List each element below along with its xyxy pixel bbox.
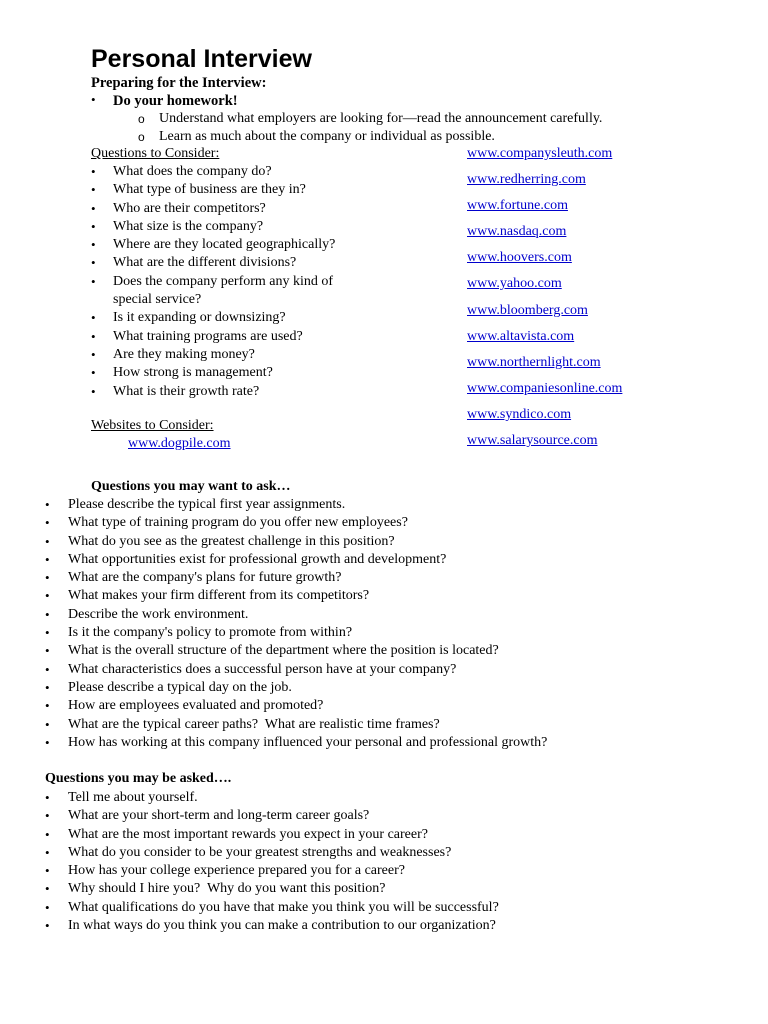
website-links-list [467, 145, 622, 458]
list-item-text: What are the different divisions? [113, 255, 297, 271]
websites-heading: Websites to Consider: [91, 418, 214, 433]
bullet-icon: • [45, 661, 50, 677]
link-yahoo[interactable]: www.yahoo.com [467, 276, 562, 292]
bullet-icon: • [91, 346, 96, 362]
list-item [45, 844, 745, 862]
bullet-icon: • [45, 863, 50, 879]
homework-sub-text: Understand what employers are looking for—read the announcement carefully. [159, 111, 603, 127]
list-item [45, 716, 745, 734]
link-hoovers[interactable]: www.hoovers.com [467, 250, 572, 266]
list-item [91, 236, 381, 254]
bullet-icon: • [45, 881, 50, 897]
list-item [45, 679, 745, 697]
list-item-text: What do you see as the greatest challenge in this position? [68, 533, 395, 549]
list-item [45, 789, 745, 807]
list-item-text: What size is the company? [113, 218, 264, 234]
list-item-text: What are your short-term and long-term career goals? [68, 808, 370, 824]
questions-to-ask-heading: Questions you may want to ask… [91, 479, 291, 494]
list-item [45, 533, 745, 551]
list-item-text: What training programs are used? [113, 328, 303, 344]
list-item-text: Please describe the typical first year assignments. [68, 497, 346, 512]
list-item [45, 496, 745, 514]
list-item-text: What opportunities exist for professional growth and development? [68, 551, 447, 567]
bullet-icon: • [45, 588, 50, 604]
bullet-icon: • [45, 826, 50, 842]
list-item [45, 917, 745, 935]
list-item-text: Where are they located geographically? [113, 237, 336, 253]
homework-label: Do your homework! [113, 93, 238, 109]
bullet-icon: • [45, 679, 50, 695]
list-item-text: Does the company perform any kind of special service? [113, 273, 334, 308]
link-dogpile[interactable]: www.dogpile.com [128, 436, 231, 451]
bullet-icon: • [45, 844, 50, 860]
list-item-text: Describe the work environment. [68, 606, 249, 622]
list-item-text: How has working at this company influenced your personal and professional growth? [68, 734, 548, 750]
bullet-icon: • [91, 383, 96, 399]
list-item [45, 514, 745, 532]
list-item [91, 273, 363, 310]
list-item-text: What qualifications do you have that make you think you will be successful? [68, 899, 499, 915]
bullet-icon: • [45, 698, 50, 714]
list-item-text: In what ways do you think you can make a contribution to our organization? [68, 918, 496, 934]
link-altavista[interactable]: www.altavista.com [467, 328, 575, 344]
questions-to-ask-list [45, 496, 745, 752]
homework-item [91, 92, 691, 110]
homework-sub-item [91, 110, 691, 128]
bullet-icon: • [45, 625, 50, 641]
preparing-heading: Preparing for the Interview: [91, 75, 267, 91]
list-item-text: What type of training program do you offer new employees? [68, 515, 408, 531]
list-item [45, 862, 745, 880]
bullet-icon: • [91, 218, 96, 234]
list-item [91, 200, 381, 218]
list-item-text: How are employees evaluated and promoted? [68, 698, 324, 714]
list-item-text: What are the typical career paths? What are realistic time frames? [68, 716, 440, 732]
bullet-icon: • [91, 164, 96, 179]
list-item-text: What does the company do? [113, 164, 272, 179]
bullet-icon: • [45, 533, 50, 549]
list-item-text: What makes your firm different from its competitors? [68, 588, 370, 604]
list-item-text: Tell me about yourself. [68, 790, 198, 805]
bullet-icon: • [91, 273, 96, 289]
list-item [45, 734, 745, 752]
list-item [45, 642, 745, 660]
bullet-icon: • [45, 918, 50, 934]
questions-to-consider-list [91, 163, 381, 401]
bullet-icon: • [45, 570, 50, 586]
link-companysleuth[interactable]: www.companysleuth.com [467, 146, 613, 161]
list-item [45, 661, 745, 679]
bullet-icon: • [91, 365, 96, 381]
list-item [91, 383, 381, 401]
list-item [45, 606, 745, 624]
bullet-icon: • [45, 734, 50, 750]
list-item [45, 587, 745, 605]
list-item-text: Please describe a typical day on the job. [68, 679, 292, 695]
link-companiesonline[interactable]: www.companiesonline.com [467, 380, 623, 396]
list-item-text: What is the overall structure of the department where the position is located? [68, 643, 499, 659]
list-item-text: What is their growth rate? [113, 383, 260, 399]
list-item [91, 309, 381, 327]
bullet-icon: • [91, 92, 96, 107]
link-fortune[interactable]: www.fortune.com [467, 198, 568, 214]
page-title: Personal Interview [91, 45, 312, 73]
bullet-icon: • [45, 606, 50, 622]
bullet-icon: • [45, 808, 50, 824]
list-item-text: What type of business are they in? [113, 182, 306, 198]
bullet-icon: • [91, 200, 96, 216]
list-item-text: Are they making money? [113, 346, 255, 362]
bullet-icon: • [45, 497, 50, 512]
list-item [91, 218, 381, 236]
bullet-icon: • [45, 899, 50, 915]
questions-asked-list [45, 789, 745, 935]
list-item [91, 364, 381, 382]
list-item-text: What are the most important rewards you expect in your career? [68, 826, 428, 842]
list-item-text: How has your college experience prepared you for a career? [68, 863, 405, 879]
bullet-icon: • [91, 182, 96, 198]
list-item-text: Why should I hire you? Why do you want this position? [68, 881, 386, 897]
link-salarysource[interactable]: www.salarysource.com [467, 433, 598, 449]
bullet-icon: • [91, 310, 96, 326]
list-item-text: What do you consider to be your greatest strengths and weaknesses? [68, 844, 452, 860]
homework-sub-text: Learn as much about the company or individual as possible. [159, 128, 495, 144]
homework-sub-item [91, 128, 691, 146]
list-item [45, 899, 745, 917]
list-item [45, 807, 745, 825]
bullet-icon: • [91, 237, 96, 253]
list-item [45, 569, 745, 587]
bullet-icon: • [45, 551, 50, 567]
hollow-bullet-icon: o [138, 129, 145, 144]
questions-to-consider-heading: Questions to Consider: [91, 146, 220, 161]
list-item [45, 624, 745, 642]
list-item [91, 346, 381, 364]
link-northernlight[interactable]: www.northernlight.com [467, 354, 601, 370]
bullet-icon: • [91, 328, 96, 344]
list-item [45, 826, 745, 844]
homework-section [91, 92, 691, 145]
link-redherring[interactable]: www.redherring.com [467, 172, 586, 188]
link-nasdaq[interactable]: www.nasdaq.com [467, 224, 567, 240]
questions-asked-heading: Questions you may be asked…. [45, 771, 232, 786]
list-item [45, 697, 745, 715]
link-bloomberg[interactable]: www.bloomberg.com [467, 302, 588, 318]
list-item [91, 163, 381, 181]
list-item [91, 181, 381, 199]
hollow-bullet-icon: o [138, 112, 145, 127]
list-item [91, 254, 381, 272]
list-item [91, 328, 381, 346]
link-syndico[interactable]: www.syndico.com [467, 406, 572, 422]
bullet-icon: • [91, 255, 96, 271]
list-item-text: What are the company's plans for future growth? [68, 570, 342, 586]
list-item-text: How strong is management? [113, 365, 273, 381]
bullet-icon: • [45, 643, 50, 659]
bullet-icon: • [45, 515, 50, 531]
list-item-text: Who are their competitors? [113, 200, 266, 216]
list-item [45, 551, 745, 569]
bullet-icon: • [45, 716, 50, 732]
bullet-icon: • [45, 790, 50, 805]
list-item-text: Is it the company's policy to promote from within? [68, 625, 353, 641]
list-item-text: Is it expanding or downsizing? [113, 310, 286, 326]
list-item [45, 880, 745, 898]
list-item-text: What characteristics does a successful person have at your company? [68, 661, 457, 677]
